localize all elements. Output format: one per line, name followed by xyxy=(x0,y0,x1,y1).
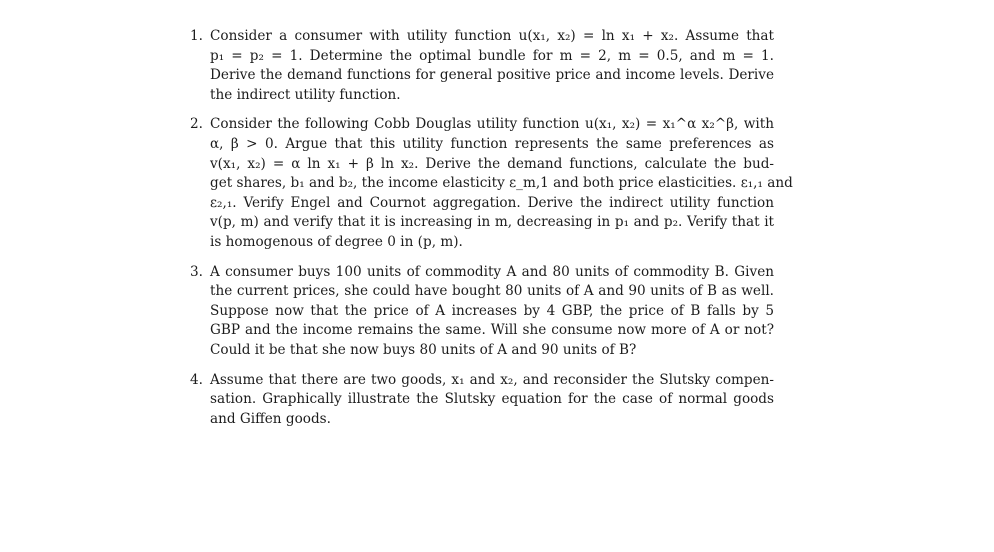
problem-2 xyxy=(188,115,793,252)
problem-line: Consider a consumer with utility function u(x₁, x₂) = ln x₁ + x₂. Assume that xyxy=(210,28,774,44)
problem-line: Assume that there are two goods, x₁ and x₂, and reconsider the Slutsky compen- xyxy=(210,371,774,388)
problem-number: 2. xyxy=(190,116,203,133)
problem-line: v(p, m) and verify that it is increasing in m, decreasing in p₁ and p₂. Verify that it xyxy=(210,214,774,231)
problem-line: p₁ = p₂ = 1. Determine the optimal bundle for m = 2, m = 0.5, and m = 1. xyxy=(210,47,774,64)
problem-set xyxy=(188,27,793,439)
problem-number: 4. xyxy=(190,371,203,388)
problem-line: Suppose now that the price of A increases by 4 GBP, the price of B falls by 5 xyxy=(210,302,774,319)
problem-line: Consider the following Cobb Douglas utility function u(x₁, x₂) = x₁^α x₂^β, with xyxy=(210,116,774,133)
problem-line: the indirect utility function. xyxy=(210,86,401,103)
problem-line: get shares, b₁ and b₂, the income elasticity ε_m,1 and both price elasticities. ε₁,₁ and xyxy=(210,175,793,192)
problem-line: v(x₁, x₂) = α ln x₁ + β ln x₂. Derive the demand functions, calculate the bud- xyxy=(210,155,774,172)
problem-line: sation. Graphically illustrate the Slutsky equation for the case of normal goods xyxy=(210,391,774,408)
problem-4 xyxy=(188,371,774,430)
problem-line: the current prices, she could have bought 80 units of A and 90 units of B as well. xyxy=(210,283,774,300)
problem-line: GBP and the income remains the same. Will she consume now more of A or not? xyxy=(210,322,774,339)
problem-3 xyxy=(188,263,774,361)
problem-line: Could it be that she now buys 80 units of A and 90 units of B? xyxy=(210,341,637,358)
problem-line: and Giffen goods. xyxy=(210,410,331,427)
problem-line: A consumer buys 100 units of commodity A and 80 units of commodity B. Given xyxy=(210,263,774,280)
problem-line: is homogenous of degree 0 in (p, m). xyxy=(210,233,463,250)
problem-line: Derive the demand functions for general positive price and income levels. Derive xyxy=(210,67,774,84)
problem-line: ε₂,₁. Verify Engel and Cournot aggregation. Derive the indirect utility function xyxy=(210,194,774,211)
problem-number: 1. xyxy=(190,28,203,44)
problem-number: 3. xyxy=(190,263,203,280)
problem-line: α, β > 0. Argue that this utility function represents the same preferences as xyxy=(210,135,774,152)
problem-1 xyxy=(188,27,774,105)
